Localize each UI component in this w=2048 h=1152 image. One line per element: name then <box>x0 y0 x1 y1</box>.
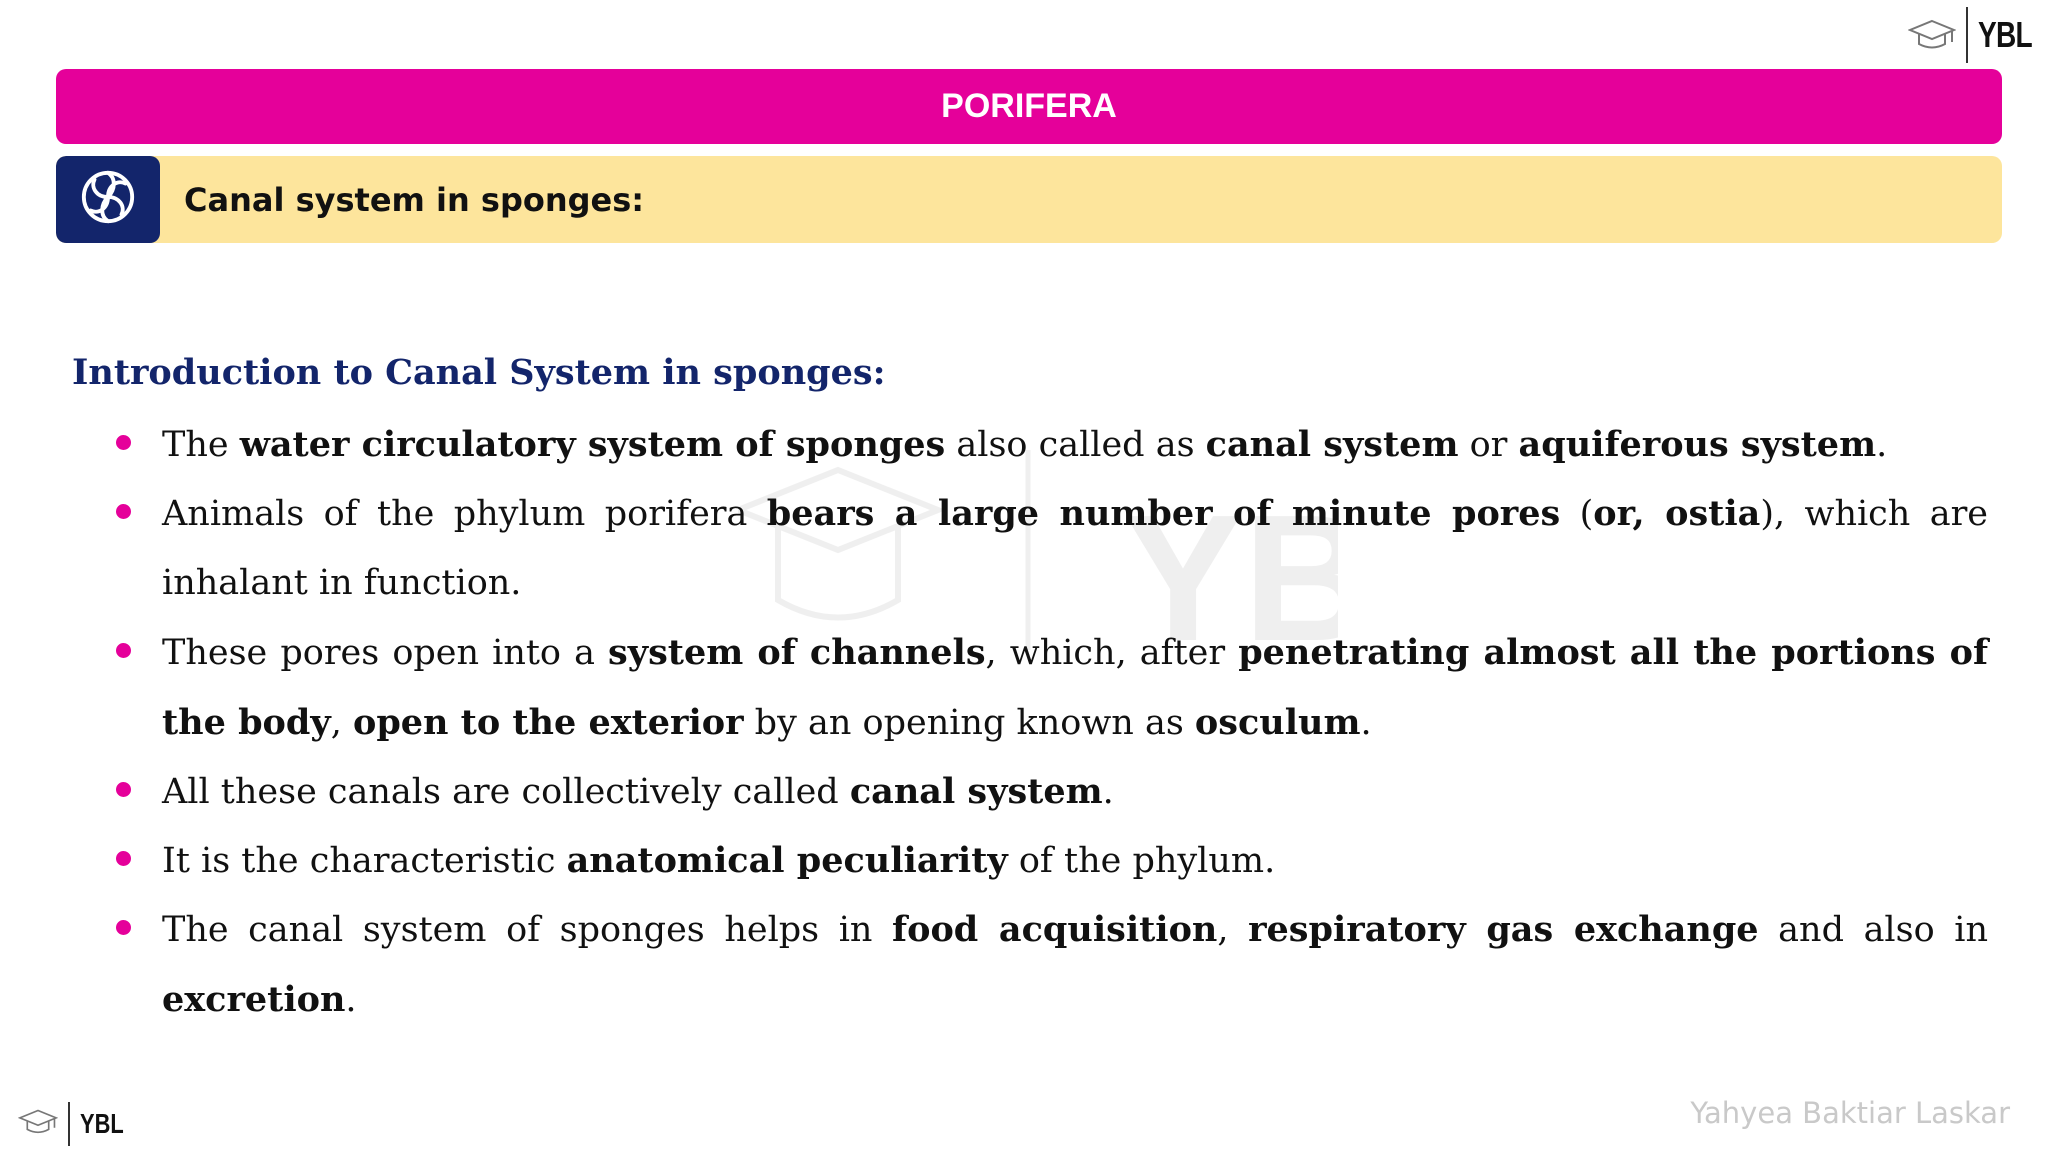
author-name: Yahyea Baktiar Laskar <box>1690 1096 2010 1130</box>
bullet-text: All these canals are collectively called canal system. <box>162 771 1114 812</box>
subtitle-icon-box <box>56 156 160 243</box>
footer-logo-text: YBL <box>80 1108 124 1139</box>
bullet-text: Animals of the phylum porifera bears a large number of minute pores (or, ostia), which are inhalant in function. <box>162 493 1989 603</box>
subtitle-text: Canal system in sponges: <box>184 180 645 219</box>
footer-logo <box>18 1102 126 1146</box>
bullet-item <box>162 895 1988 1035</box>
bullet-dot <box>116 851 131 866</box>
bullet-dot <box>116 920 131 935</box>
page-title: PORIFERA <box>941 87 1117 125</box>
bullet-item <box>162 757 1988 827</box>
spiral-icon <box>79 168 137 231</box>
bullet-item <box>162 479 1988 618</box>
svg-text:YBL: YB <box>1123 478 1338 679</box>
bullet-text: It is the characteristic anatomical peculiarity of the phylum. <box>162 840 1276 881</box>
title-bar <box>56 69 2002 144</box>
subtitle-bar <box>56 156 2002 243</box>
bullet-item <box>162 826 1988 896</box>
bullet-text: The water circulatory system of sponges also called as canal system or aquiferous system. <box>162 424 1888 465</box>
bullet-dot <box>116 643 131 658</box>
bullet-text: The canal system of sponges helps in food acquisition, respiratory gas exchange and also in excretion. <box>162 909 1988 1020</box>
logo-text: YBL <box>1978 14 2032 55</box>
bullet-dot <box>116 504 131 519</box>
logo-divider <box>68 1102 70 1146</box>
bullet-dot <box>116 435 131 450</box>
graduation-cap-icon <box>1908 18 1956 52</box>
graduation-cap-icon <box>18 1108 58 1141</box>
bullet-item <box>162 618 1988 758</box>
bullet-dot <box>116 782 131 797</box>
section-heading: Introduction to Canal System in sponges: <box>72 352 886 393</box>
bullet-text: These pores open into a system of channels, which, after penetrating almost all the portions of the body, open to the exterior by an opening known as osculum. <box>162 632 1988 743</box>
header-logo <box>1908 6 2038 64</box>
logo-divider <box>1966 7 1968 63</box>
bullet-item <box>162 410 1988 480</box>
